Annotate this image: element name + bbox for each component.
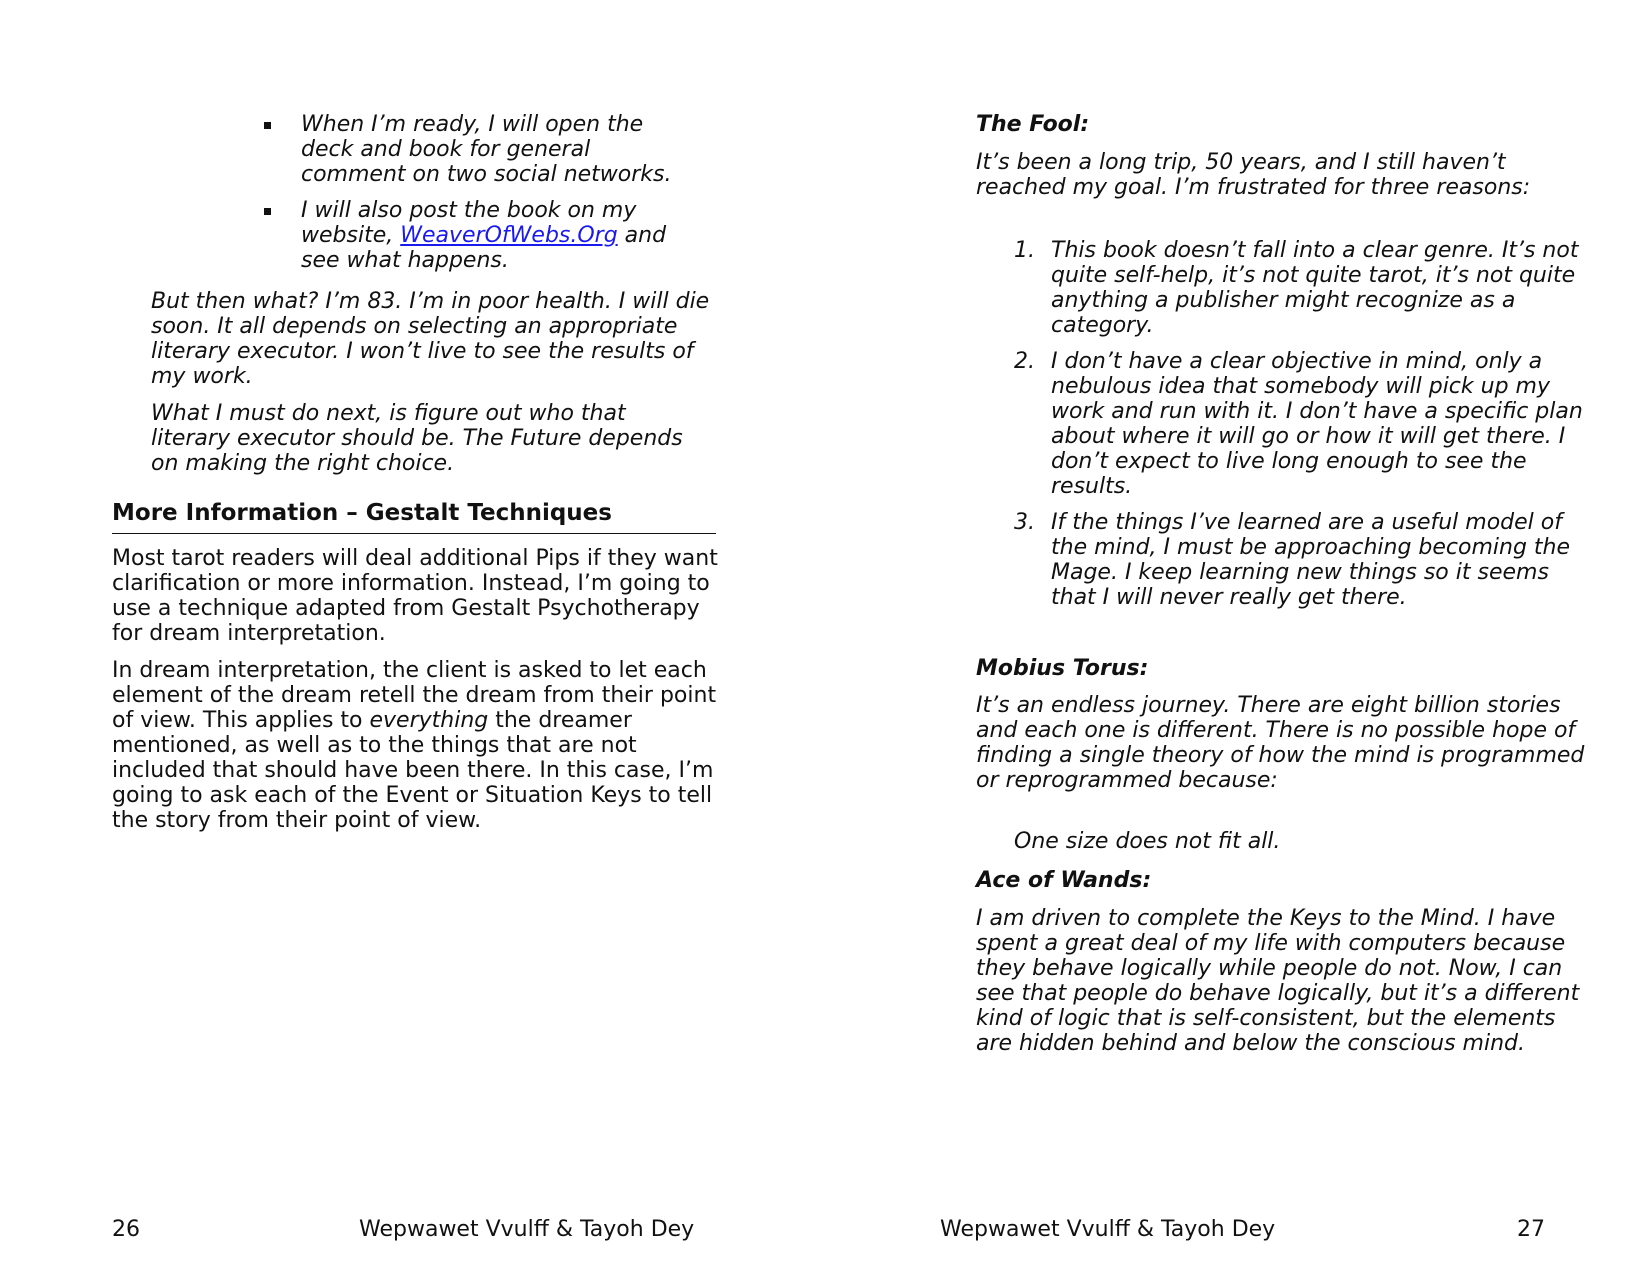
reason-number: 3.: [1014, 510, 1035, 535]
bullet-text-after-link: and see what happens.: [301, 223, 667, 273]
section-heading: More Information – Gestalt Techniques: [112, 500, 716, 534]
paragraph-then-what: But then what? I’m 83. I’m in poor health. I will die soon. It all depends on selecting an appropriate literary executor. I won’t live to see the results of my work.: [151, 289, 710, 389]
mobius-text: It’s an endless journey. There are eight billion stories and each one is different. There is no possible hope of finding a single theory of how the mind is programmed or reprogrammed because:: [976, 693, 1585, 793]
reason-text: I don’t have a clear objective in mind, only a nebulous idea that somebody will pick up my work and run with it. I don’t have a specific plan about where it will go or how it will get there. I don’t expect to live long enough to see the results.: [1051, 349, 1583, 499]
reason-item: [1014, 510, 1594, 610]
footer-authors: Wepwawet Vvulff & Tayoh Dey: [359, 1217, 695, 1242]
ace-text: I am driven to complete the Keys to the Mind. I have spent a great deal of my life with computers because they behave logically while people do not. Now, I can see that people do behave logically, but it’s a different kind of logic that is self-consistent, but the elements are hidden behind and below the conscious mind.: [976, 906, 1580, 1056]
paragraph-gestalt-intro: Most tarot readers will deal additional Pips if they want clarification or more information. Instead, I’m going to use a technique adapted from Gestalt Psychotherapy for dream interpretation.: [112, 546, 718, 646]
dream-text-before: In dream interpretation, the client is asked to let each element of the dream retell the dream from their point of view. This applies to: [112, 658, 717, 733]
dream-text-after: the dreamer mentioned, as well as to the things that are not included that should have been there. In this case, I’m going to ask each of the Event or Situation Keys to tell the story from their point of view.: [112, 708, 714, 833]
square-bullet-icon: [264, 208, 271, 215]
dream-text-emphasis: everything: [369, 708, 489, 733]
reason-number: 2.: [1014, 349, 1035, 374]
website-link[interactable]: WeaverOfWebs.Org: [400, 223, 618, 248]
page-number: 26: [112, 1217, 140, 1242]
fool-heading: The Fool:: [976, 112, 1090, 137]
reasons-list: [1014, 238, 1594, 621]
bullet-item: [260, 198, 700, 273]
paragraph-dream-interpretation: [112, 658, 722, 833]
ace-heading: Ace of Wands:: [976, 868, 1152, 893]
fool-intro: It’s been a long trip, 50 years, and I still haven’t reached my goal. I’m frustrated for three reasons:: [976, 150, 1531, 200]
page-number: 27: [1517, 1217, 1545, 1242]
bullet-text-before-link: I will also post the book on my website,: [301, 198, 637, 248]
paragraph-next-step: What I must do next, is figure out who that literary executor should be. The Future depends on making the right choice.: [151, 401, 683, 476]
reason-text: This book doesn’t fall into a clear genre. It’s not quite self-help, it’s not quite tarot, it’s not quite anything a publisher might recognize as a category.: [1051, 238, 1579, 338]
right-page: [824, 0, 1649, 1275]
reason-number: 1.: [1014, 238, 1035, 263]
reason-text: If the things I’ve learned are a useful model of the mind, I must be approaching becoming the Mage. I keep learning new things so it seems that I will never really get there.: [1051, 510, 1571, 610]
square-bullet-icon: [264, 122, 271, 129]
bullet-item: [260, 112, 700, 187]
mobius-quote: One size does not fit all.: [1014, 829, 1281, 854]
bullet-text: When I’m ready, I will open the deck and book for general comment on two social networks.: [301, 112, 672, 187]
reason-item: [1014, 238, 1594, 338]
reason-item: [1014, 349, 1594, 499]
footer-authors: Wepwawet Vvulff & Tayoh Dey: [940, 1217, 1276, 1242]
left-page: [0, 0, 824, 1275]
mobius-heading: Mobius Torus:: [976, 656, 1149, 681]
bullet-list: [260, 112, 700, 284]
